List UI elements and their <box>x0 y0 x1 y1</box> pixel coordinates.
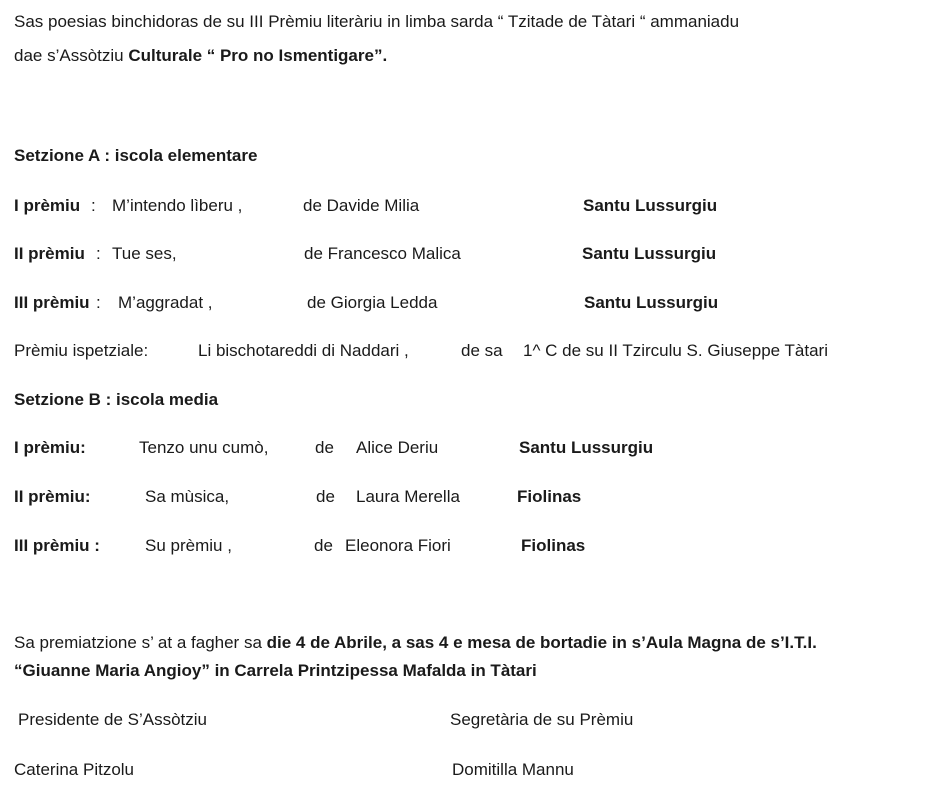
prize-label: III prèmiu <box>14 293 90 312</box>
de-label: de <box>314 536 333 555</box>
prize-separator: : <box>96 244 101 263</box>
section-b-heading: Setzione B : iscola media <box>14 390 219 409</box>
poem-title: Li bischotareddi di Naddari , <box>198 341 409 360</box>
poem-title: Tue ses, <box>112 244 177 263</box>
special-prize-label: Prèmiu ispetziale: <box>14 341 149 360</box>
de-label: de <box>315 438 334 457</box>
prize-label: II prèmiu: <box>14 487 91 506</box>
intro-line-1: Sas poesias binchidoras de su III Prèmiu literàriu in limba sarda “ Tzitade de Tàtari “ ammaniadu <box>14 12 740 31</box>
school-place: Santu Lussurgiu <box>584 293 719 312</box>
prize-label: III prèmiu : <box>14 536 100 555</box>
president-role: Presidente de S’Assòtziu <box>18 710 207 729</box>
poem-author: de Giorgia Ledda <box>307 293 438 312</box>
prize-label: II prèmiu <box>14 244 85 263</box>
prize-separator: : <box>91 196 96 215</box>
poem-author: de Francesco Malica <box>304 244 461 263</box>
school-place: Santu Lussurgiu <box>583 196 718 215</box>
ceremony-line-1 <box>14 633 817 653</box>
school-place: Fiolinas <box>517 487 582 506</box>
ceremony-intro: Sa premiatzione s’ at a fagher sa <box>14 633 267 652</box>
poem-title: Tenzo unu cumò, <box>139 438 269 457</box>
de-label: de <box>316 487 335 506</box>
ceremony-date-place: die 4 de Abrile, a sas 4 e mesa de bortadie in s’Aula Magna de s’I.T.I. <box>266 633 817 652</box>
secretary-name: Domitilla Mannu <box>452 760 574 779</box>
poem-title: Sa mùsica, <box>145 487 230 506</box>
intro-line-2 <box>14 46 387 66</box>
poem-author: Eleonora Fiori <box>345 536 451 555</box>
poem-author: de Davide Milia <box>303 196 420 215</box>
secretary-role: Segretària de su Prèmiu <box>450 710 634 729</box>
prize-label: I prèmiu: <box>14 438 86 457</box>
poem-title: M’aggradat , <box>118 293 213 312</box>
prize-label: I prèmiu <box>14 196 81 215</box>
section-a-heading: Setzione A : iscola elementare <box>14 146 258 165</box>
school-place: Santu Lussurgiu <box>519 438 654 457</box>
poem-author: Laura Merella <box>356 487 460 506</box>
prize-separator: : <box>96 293 101 312</box>
association-name: Culturale “ Pro no Ismentigare”. <box>128 46 388 65</box>
school-place: Santu Lussurgiu <box>582 244 717 263</box>
president-name: Caterina Pitzolu <box>14 760 135 779</box>
poem-author: Alice Deriu <box>356 438 439 457</box>
intro-line-2-plain: dae s’Assòtziu <box>14 46 129 65</box>
poem-title: Su prèmiu , <box>145 536 232 555</box>
school-place: Fiolinas <box>521 536 586 555</box>
ceremony-line-2: “Giuanne Maria Angioy” in Carrela Printzipessa Mafalda in Tàtari <box>14 661 537 680</box>
poem-title: M’intendo lìberu , <box>112 196 243 215</box>
school-class: 1^ C de su II Tzirculu S. Giuseppe Tàtari <box>523 341 828 360</box>
from-label: de sa <box>461 341 503 360</box>
